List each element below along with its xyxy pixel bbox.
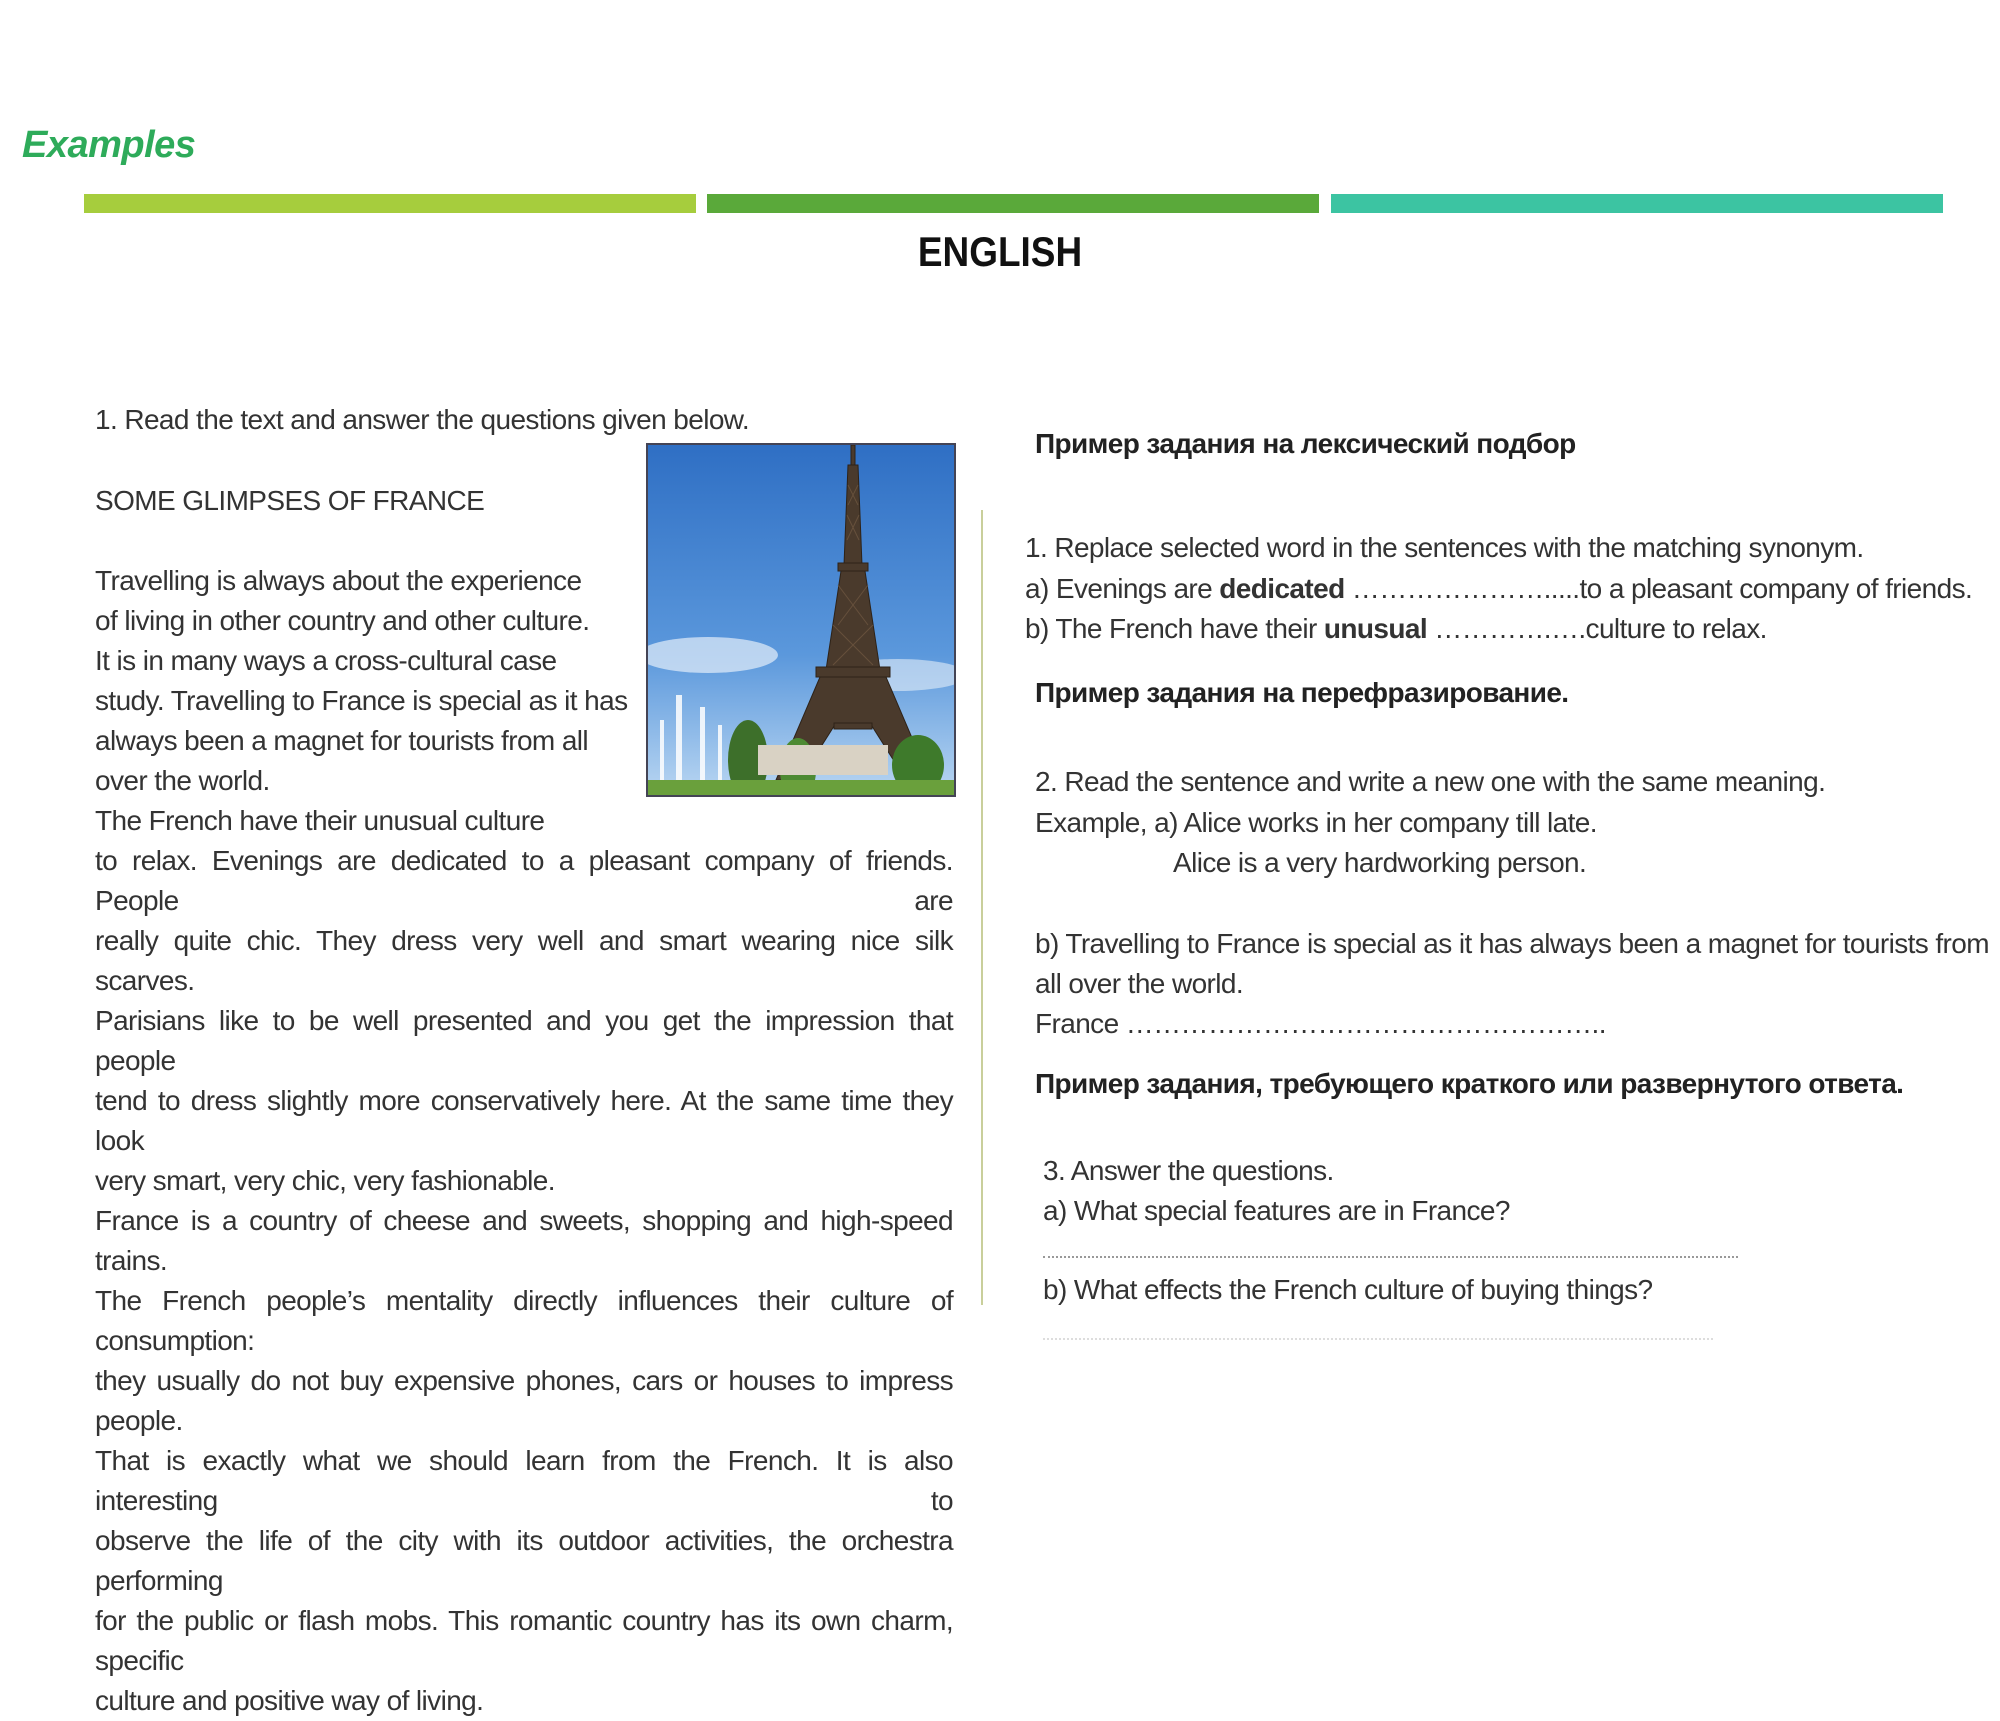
- article-line: observe the life of the city with its outdoor activities, the orchestra performing: [95, 1525, 953, 1596]
- lexical-a-prefix: a) Evenings are: [1025, 573, 1220, 604]
- lexical-item-a: [1025, 569, 1972, 609]
- article-intro: [95, 561, 635, 841]
- column-divider: [981, 510, 983, 1305]
- eiffel-tower-photo: [646, 443, 956, 797]
- article-line: Travelling is always about the experience: [95, 565, 582, 596]
- lexical-b-suffix: ………….….culture to relax.: [1427, 613, 1767, 644]
- paraphrase-heading: Пример задания на перефразирование.: [1035, 677, 1569, 708]
- paraphrase-b-line: b) Travelling to France is special as it has always been a magnet for tourists from: [1035, 928, 1989, 959]
- article-line: for the public or flash mobs. This romantic country has its own charm, specific: [95, 1605, 953, 1676]
- article-line: always been a magnet for tourists from all: [95, 725, 589, 756]
- article-title: SOME GLIMPSES OF FRANCE: [95, 485, 485, 516]
- accent-bar-left: [84, 194, 696, 213]
- article-line: very smart, very chic, very fashionable.: [95, 1165, 555, 1196]
- lexical-item-b: [1025, 609, 1767, 649]
- article-line: Parisians like to be well presented and you get the impression that people: [95, 1005, 953, 1076]
- paraphrase-example: Example, a) Alice works in her company till late.: [1035, 807, 1597, 838]
- accent-bar-right: [1331, 194, 1943, 213]
- article-line: The French people’s mentality directly influences their culture of consumption:: [95, 1285, 953, 1356]
- article-line: The French have their unusual culture: [95, 805, 545, 836]
- selected-word: unusual: [1323, 613, 1428, 644]
- answer-line-b: [1043, 1338, 1713, 1340]
- section-label: Examples: [22, 124, 196, 166]
- article-line: really quite chic. They dress very well and smart wearing nice silk scarves.: [95, 925, 953, 996]
- page-title: ENGLISH: [917, 228, 1083, 275]
- lexical-b-prefix: b) The French have their: [1025, 613, 1324, 644]
- paraphrase-example-answer: Alice is a very hardworking person.: [1173, 847, 1587, 878]
- lexical-task: 1. Replace selected word in the sentences with the matching synonym.: [1025, 532, 1864, 563]
- article-line: tend to dress slightly more conservatively here. At the same time they look: [95, 1085, 953, 1156]
- article-line: It is in many ways a cross-cultural case: [95, 645, 557, 676]
- article-line: That is exactly what we should learn from the French. It is also interesting to: [95, 1445, 953, 1516]
- answer-heading: Пример задания, требующего краткого или развернутого ответа.: [1035, 1068, 1904, 1099]
- paraphrase-b-line: all over the world.: [1035, 968, 1244, 999]
- article-line: culture and positive way of living.: [95, 1685, 484, 1716]
- article-line: they usually do not buy expensive phones, cars or houses to impress people.: [95, 1365, 953, 1436]
- selected-word: dedicated: [1219, 573, 1345, 604]
- accent-bar-middle: [707, 194, 1319, 213]
- article-line: to relax. Evenings are dedicated to a pleasant company of friends. People are: [95, 845, 953, 916]
- article-body: [95, 841, 953, 1721]
- paraphrase-b-answer: France ……………………………………………..: [1035, 1008, 1606, 1039]
- article-line: over the world.: [95, 765, 270, 796]
- question-b: b) What effects the French culture of buying things?: [1043, 1274, 1653, 1305]
- article-line: France is a country of cheese and sweets, shopping and high-speed trains.: [95, 1205, 953, 1276]
- question-a: a) What special features are in France?: [1043, 1195, 1510, 1226]
- paraphrase-task: 2. Read the sentence and write a new one with the same meaning.: [1035, 766, 1826, 797]
- lexical-a-suffix: ………………….....to a pleasant company of friends.: [1344, 573, 1973, 604]
- article-line: study. Travelling to France is special as it has: [95, 685, 628, 716]
- reading-task: 1. Read the text and answer the questions given below.: [95, 404, 750, 435]
- eiffel-tower-icon: [648, 445, 954, 795]
- answer-line-a: [1043, 1256, 1738, 1258]
- article-line: of living in other country and other culture.: [95, 605, 590, 636]
- lexical-heading: Пример задания на лексический подбор: [1035, 428, 1576, 459]
- answer-task: 3. Answer the questions.: [1043, 1155, 1334, 1186]
